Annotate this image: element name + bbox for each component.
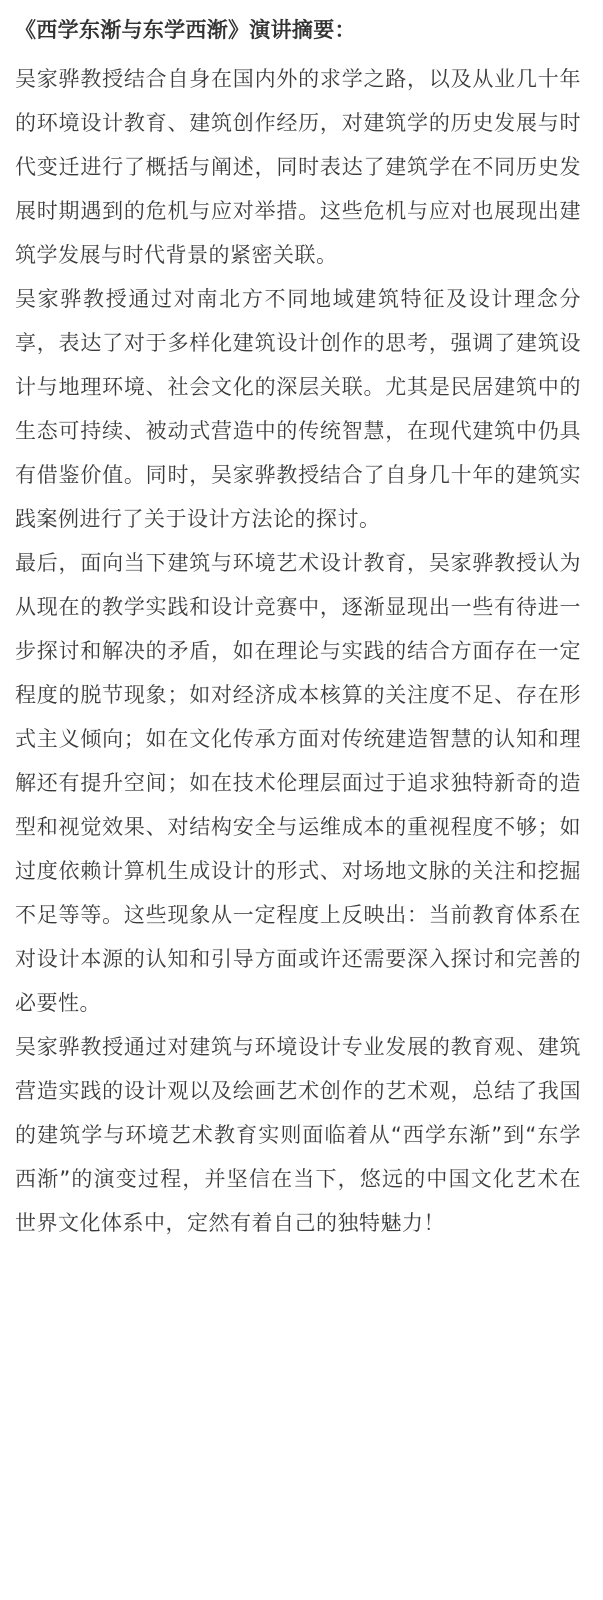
paragraph-3: 最后，面向当下建筑与环境艺术设计教育，吴家骅教授认为从现在的教学实践和设计竞赛中，逐渐显现出一些有待进一步探讨和解决的矛盾，如在理论与实践的结合方面存在一定程度的脱节现象；如对经济成本核算的关注度不足、存在形式主义倾向；如在文化传承方面对传统建造智慧的认知和理解还有提升空间；如在技术伦理层面过于追求独特新奇的造型和视觉效果、对结构安全与运维成本的重视程度不够；如过度依赖计算机生成设计的形式、对场地文脉的关注和挖掘不足等等。这些现象从一定程度上反映出：当前教育体系在对设计本源的认知和引导方面或许还需要深入探讨和完善的必要性。 [15, 551, 581, 1015]
article-body [15, 12, 581, 1245]
paragraph-1: 吴家骅教授结合自身在国内外的求学之路，以及从业几十年的环境设计教育、建筑创作经历，对建筑学的历史发展与时代变迁进行了概括与阐述，同时表达了建筑学在不同历史发展时期遇到的危机与应对举措。这些危机与应对也展现出建筑学发展与时代背景的紧密关联。 [15, 67, 581, 267]
paragraph-4: 吴家骅教授通过对建筑与环境设计专业发展的教育观、建筑营造实践的设计观以及绘画艺术创作的艺术观，总结了我国的建筑学与环境艺术教育实则面临着从“西学东渐”到“东学西渐”的演变过程，并坚信在当下，悠远的中国文化艺术在世界文化体系中，定然有着自己的独特魅力！ [15, 1035, 581, 1235]
article-title: 《西学东渐与东学西渐》演讲摘要： [15, 18, 356, 42]
paragraph-2: 吴家骅教授通过对南北方不同地域建筑特征及设计理念分享，表达了对于多样化建筑设计创作的思考，强调了建筑设计与地理环境、社会文化的深层关联。尤其是民居建筑中的生态可持续、被动式营造中的传统智慧，在现代建筑中仍具有借鉴价值。同时，吴家骅教授结合了自身几十年的建筑实践案例进行了关于设计方法论的探讨。 [15, 287, 581, 531]
